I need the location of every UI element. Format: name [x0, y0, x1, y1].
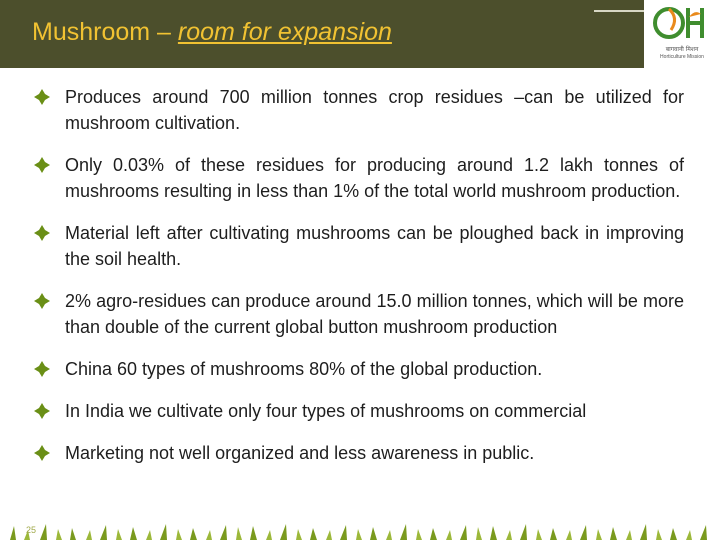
bullet-item — [34, 220, 684, 272]
diamond-bullet-icon — [34, 361, 50, 377]
bullet-list — [34, 84, 684, 482]
grass-border-decoration — [0, 512, 720, 540]
slide-title-main: Mushroom – — [32, 18, 171, 46]
bullet-item — [34, 84, 684, 136]
page-number: 25 — [26, 525, 37, 535]
bullet-text: Produces around 700 million tonnes crop residues –can be utilized for mushroom cultivation. — [65, 87, 684, 133]
bullet-text: Marketing not well organized and less awareness in public. — [65, 443, 535, 463]
bullet-item — [34, 288, 684, 340]
bullet-text: In India we cultivate only four types of mushrooms on commercial — [65, 401, 587, 421]
slide-title-emphasis: room for expansion — [177, 18, 392, 46]
logo-hindi-text: बागवानी मिशन — [665, 46, 699, 53]
diamond-bullet-icon — [34, 225, 50, 241]
diamond-bullet-icon — [34, 89, 50, 105]
bullet-item — [34, 398, 684, 424]
logo — [644, 0, 720, 68]
bullet-item — [34, 356, 684, 382]
diamond-bullet-icon — [34, 445, 50, 461]
slide-title — [32, 18, 392, 47]
bullet-text: China 60 types of mushrooms 80% of the global production. — [65, 359, 543, 379]
diamond-bullet-icon — [34, 157, 50, 173]
bullet-text: Only 0.03% of these residues for producing around 1.2 lakh tonnes of mushrooms resulting in less than 1% of the total world mushroom production. — [65, 155, 684, 201]
bullet-item — [34, 440, 684, 466]
bullet-item — [34, 152, 684, 204]
diamond-bullet-icon — [34, 293, 50, 309]
logo-english-text: Horticulture Mission — [660, 54, 704, 60]
bullet-text: Material left after cultivating mushrooms can be ploughed back in improving the soil health. — [65, 223, 684, 269]
horticulture-mission-logo-icon — [644, 0, 720, 46]
bullet-text: 2% agro-residues can produce around 15.0 million tonnes, which will be more than double of the current global button mushroom production — [65, 291, 684, 337]
title-bar — [0, 0, 720, 68]
diamond-bullet-icon — [34, 403, 50, 419]
logo-divider — [594, 10, 644, 12]
